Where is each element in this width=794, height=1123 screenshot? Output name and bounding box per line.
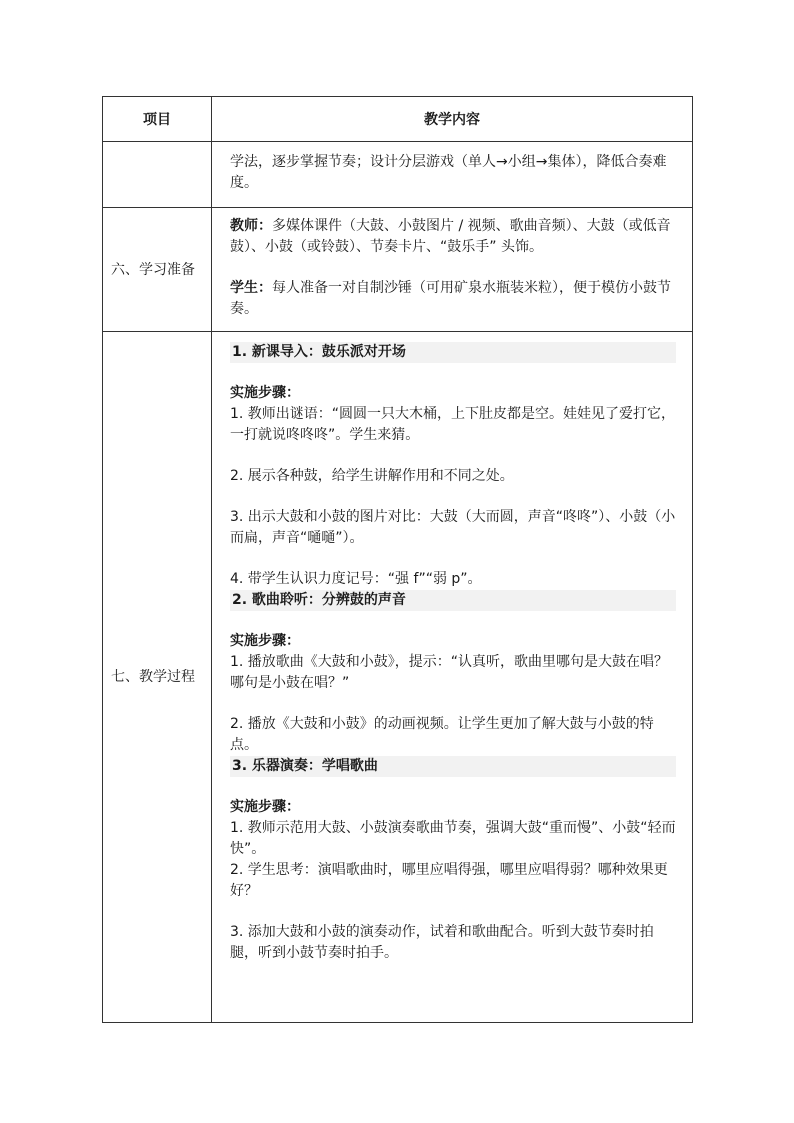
- teacher-paragraph: [230, 216, 676, 258]
- section-1-step-4: 4. 带学生认识力度记号：“强 f”“弱 p”。: [230, 571, 482, 587]
- row-content-process: [212, 332, 693, 1023]
- lesson-plan-table: [102, 96, 693, 1023]
- teacher-label: 教师：: [230, 218, 272, 234]
- student-label: 学生：: [230, 280, 272, 296]
- table-row-process: [103, 332, 693, 1023]
- table-header-row: [103, 97, 693, 142]
- table-row-preparation: [103, 208, 693, 332]
- section-3-step-1: 1. 教师示范用大鼓、小鼓演奏歌曲节奏，强调大鼓“重而慢”、小鼓“轻而快”。: [230, 820, 676, 857]
- header-content: 教学内容: [212, 97, 693, 142]
- section-2-step-2: 2. 播放《大鼓和小鼓》的动画视频。让学生更加了解大鼓与小鼓的特点。: [230, 716, 654, 753]
- student-paragraph: [230, 278, 676, 320]
- section-1-step-3: 3. 出示大鼓和小鼓的图片对比：大鼓（大而圆，声音“咚咚”）、小鼓（小而扁，声音“嗵嗵”）。: [230, 509, 676, 546]
- teacher-text: 多媒体课件（大鼓、小鼓图片 / 视频、歌曲音频）、大鼓（或低音鼓）、小鼓（或铃鼓）、节奏卡片、“鼓乐手” 头饰。: [230, 218, 671, 255]
- student-text: 每人准备一对自制沙锤（可用矿泉水瓶装米粒），便于模仿小鼓节奏。: [230, 280, 671, 317]
- row-label-process: 七、教学过程: [103, 332, 212, 1023]
- section-3-steps-label: 实施步骤：: [230, 799, 300, 815]
- row-content-continuation: [212, 142, 693, 208]
- section-1-title: 1. 新课导入：鼓乐派对开场: [230, 342, 676, 363]
- section-3-step-3: 3. 添加大鼓和小鼓的演奏动作，试着和歌曲配合。听到大鼓节奏时拍腿，听到小鼓节奏时拍手。: [230, 924, 654, 961]
- continuation-text: 学法，逐步掌握节奏；设计分层游戏（单人→小组→集体），降低合奏难度。: [230, 154, 667, 191]
- section-3-step-2: 2. 学生思考：演唱歌曲时，哪里应唱得强，哪里应唱得弱？哪种效果更好？: [230, 862, 668, 899]
- table-row-continuation: [103, 142, 693, 208]
- section-2-step-1: 1. 播放歌曲《大鼓和小鼓》，提示：“认真听，歌曲里哪句是大鼓在唱？哪句是小鼓在唱？”: [230, 654, 669, 691]
- row-content-preparation: [212, 208, 693, 332]
- row-label-empty: [103, 142, 212, 208]
- section-1-step-2: 2. 展示各种鼓，给学生讲解作用和不同之处。: [230, 468, 514, 484]
- section-2-steps-label: 实施步骤：: [230, 633, 300, 649]
- section-1-steps-label: 实施步骤：: [230, 385, 300, 401]
- row-label-preparation: 六、学习准备: [103, 208, 212, 332]
- header-item: 项目: [103, 97, 212, 142]
- section-3-title: 3. 乐器演奏：学唱歌曲: [230, 756, 676, 777]
- section-1-step-1: 1. 教师出谜语：“圆圆一只大木桶，上下肚皮都是空。娃娃见了爱打它，一打就说咚咚咚”。学生来猜。: [230, 406, 676, 443]
- section-2-title: 2. 歌曲聆听：分辨鼓的声音: [230, 590, 676, 611]
